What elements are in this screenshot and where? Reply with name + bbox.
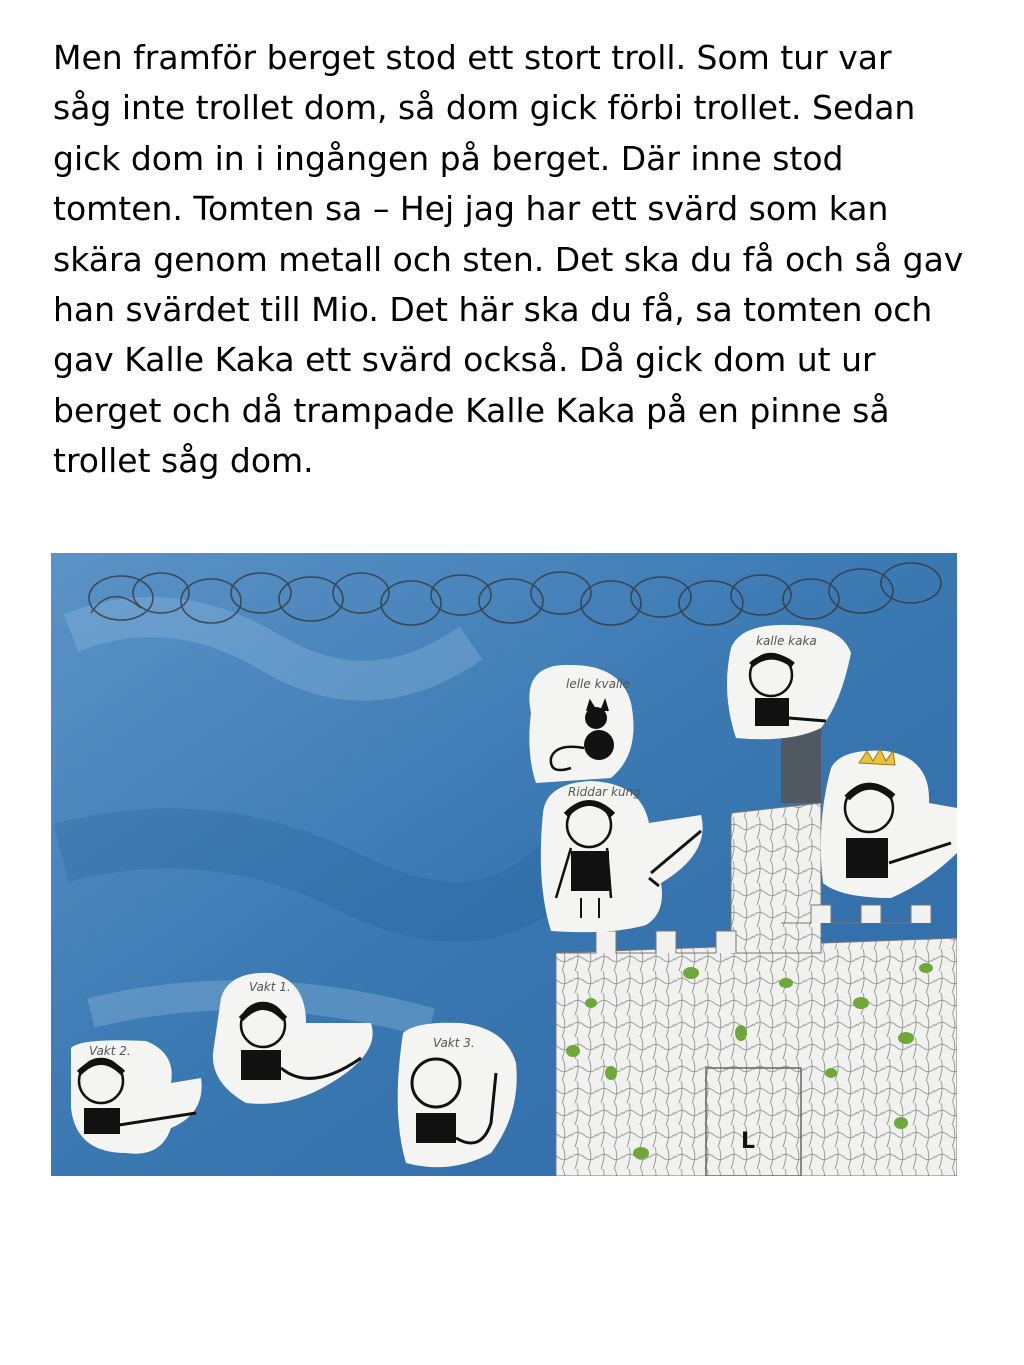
- kalle-kaka-label: kalle kaka: [756, 634, 817, 648]
- mio-label: Riddar kung: [568, 785, 641, 799]
- story-text: Men framför berget stod ett stort troll. Som tur var såg inte trollet dom, så dom gick förbi trollet. Sedan gick dom in i ingången på berget. Där inne stod tomten. Tomten sa – Hej jag har ett svärd som kan skära genom metall och sten. Det ska du få och så gav han svärdet till Mio. Det här ska du få, sa tomten och gav Kalle Kaka ett svärd också. Då gick dom ut ur berget och då trampade Kalle Kaka på en pinne så trollet såg dom.: [53, 38, 964, 481]
- castle-door-label: L: [741, 1129, 756, 1154]
- cat-cutout: [529, 665, 633, 783]
- drawing-canvas: [51, 553, 957, 1176]
- guard-3-label: Vakt 3.: [433, 1036, 475, 1050]
- cat-label: lelle kvalle: [566, 677, 631, 691]
- guard-1-label: Vakt 1.: [249, 980, 291, 994]
- guard-2-label: Vakt 2.: [89, 1044, 131, 1058]
- childrens-drawing: [51, 553, 957, 1176]
